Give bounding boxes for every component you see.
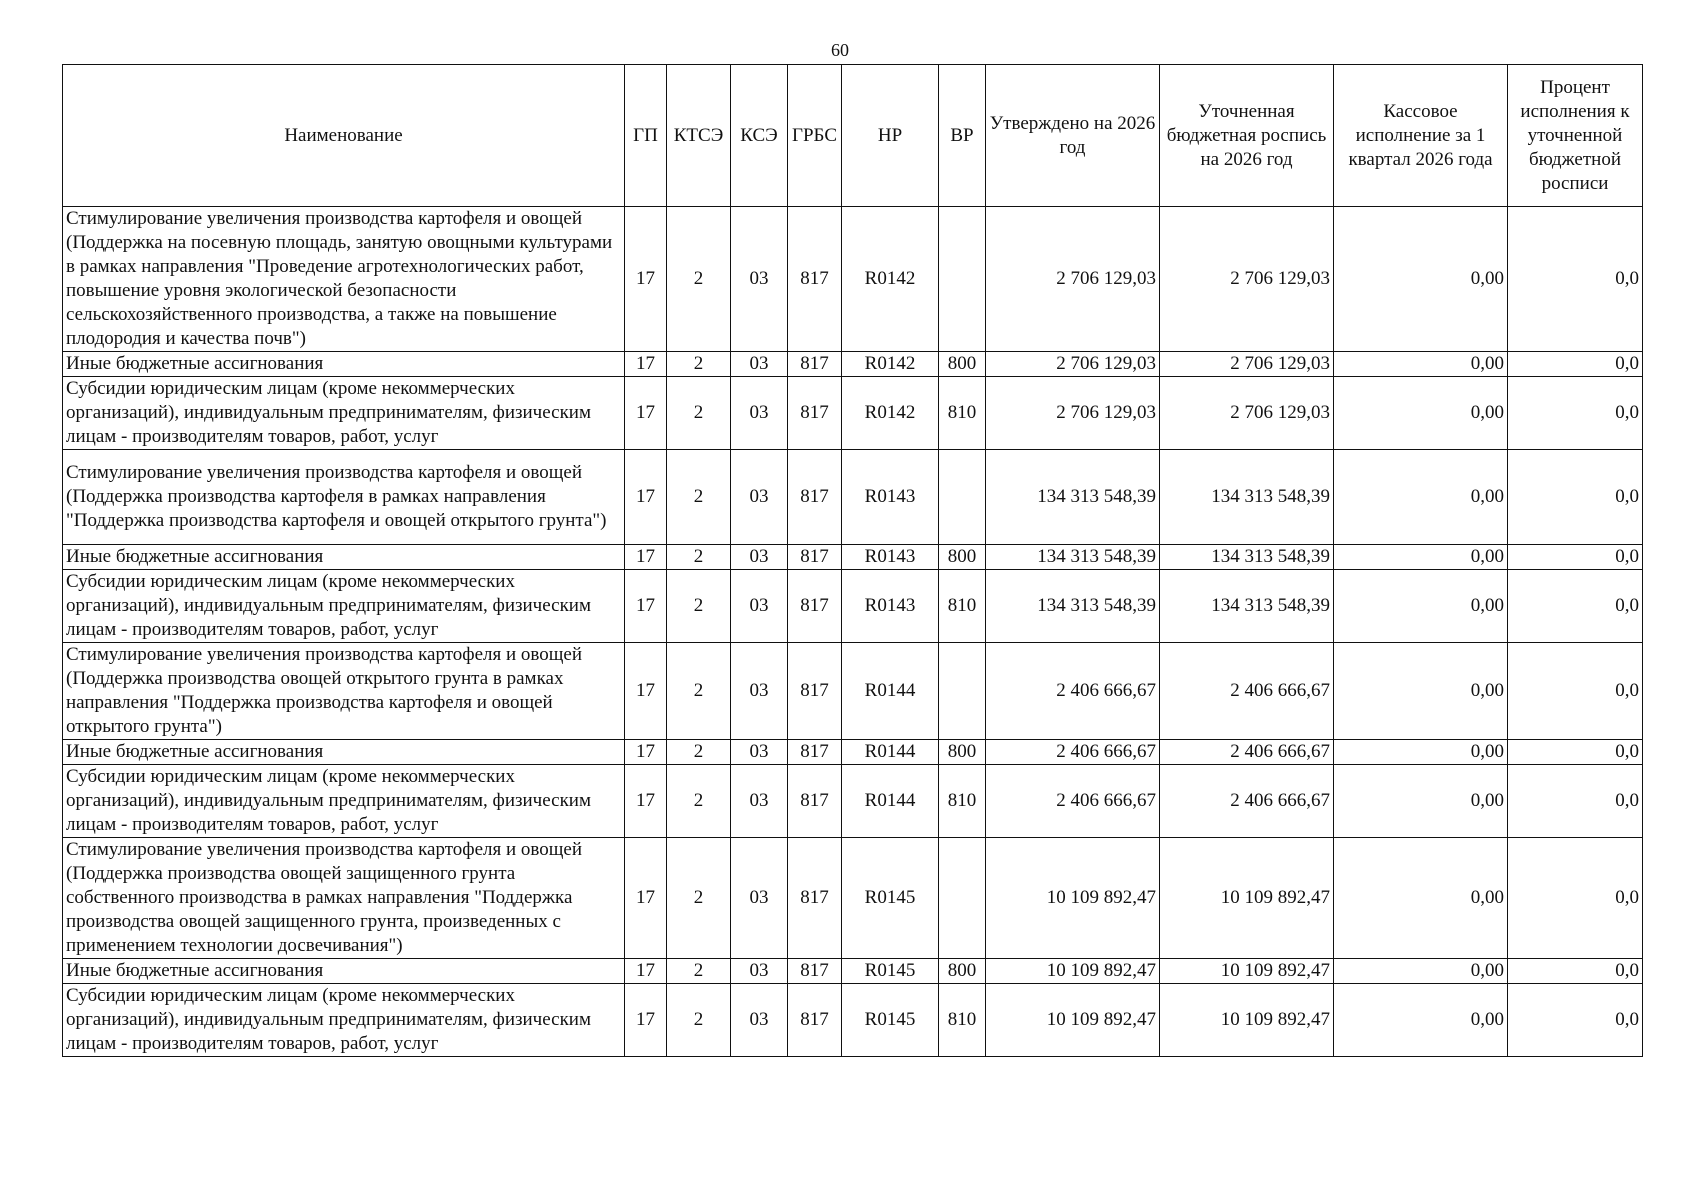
cell-grbs: 817: [788, 207, 842, 352]
header-grbs: ГРБС: [788, 65, 842, 207]
cell-approved: 2 406 666,67: [986, 765, 1160, 838]
cell-percent: 0,0: [1508, 207, 1643, 352]
cell-kse: 03: [731, 450, 788, 545]
cell-grbs: 817: [788, 740, 842, 765]
cell-percent: 0,0: [1508, 450, 1643, 545]
cell-vr: 810: [939, 984, 986, 1057]
table-row: [63, 450, 1643, 545]
cell-vr: [939, 450, 986, 545]
cell-vr: 810: [939, 377, 986, 450]
cell-grbs: 817: [788, 570, 842, 643]
cell-approved: 10 109 892,47: [986, 838, 1160, 959]
cell-vr: [939, 838, 986, 959]
cell-vr: 800: [939, 740, 986, 765]
cell-kse: 03: [731, 377, 788, 450]
cell-percent: 0,0: [1508, 765, 1643, 838]
cell-ktse: 2: [667, 450, 731, 545]
header-name: Наименование: [63, 65, 625, 207]
cell-approved: 2 706 129,03: [986, 377, 1160, 450]
cell-approved: 2 706 129,03: [986, 207, 1160, 352]
cell-approved: 2 706 129,03: [986, 352, 1160, 377]
cell-ktse: 2: [667, 984, 731, 1057]
cell-approved: 10 109 892,47: [986, 984, 1160, 1057]
cell-grbs: 817: [788, 838, 842, 959]
cell-nr: R0144: [842, 765, 939, 838]
cell-vr: 800: [939, 545, 986, 570]
page-number: 60: [831, 40, 849, 60]
table-row: [63, 740, 1643, 765]
cell-ktse: 2: [667, 207, 731, 352]
cell-gp: 17: [625, 959, 667, 984]
cell-kse: 03: [731, 984, 788, 1057]
cell-nr: R0145: [842, 838, 939, 959]
cell-ktse: 2: [667, 765, 731, 838]
cell-kse: 03: [731, 352, 788, 377]
cell-grbs: 817: [788, 765, 842, 838]
cell-percent: 0,0: [1508, 984, 1643, 1057]
cell-approved: 134 313 548,39: [986, 570, 1160, 643]
cell-name: Стимулирование увеличения производства картофеля и овощей (Поддержка производства овощей защищенного грунта собственного производства в рамках направления "Поддержка производства овощей защищенного грунта, произведенных с применением технологии досвечивания"): [63, 838, 625, 959]
cell-grbs: 817: [788, 352, 842, 377]
cell-cash: 0,00: [1334, 765, 1508, 838]
cell-ktse: 2: [667, 570, 731, 643]
cell-refined: 2 706 129,03: [1160, 352, 1334, 377]
cell-name: Субсидии юридическим лицам (кроме некоммерческих организаций), индивидуальным предпринимателям, физическим лицам - производителям товаров, работ, услуг: [63, 377, 625, 450]
cell-refined: 2 406 666,67: [1160, 740, 1334, 765]
cell-refined: 134 313 548,39: [1160, 570, 1334, 643]
header-nr: НР: [842, 65, 939, 207]
table-row: [63, 959, 1643, 984]
cell-refined: 10 109 892,47: [1160, 984, 1334, 1057]
header-gp: ГП: [625, 65, 667, 207]
cell-kse: 03: [731, 740, 788, 765]
cell-ktse: 2: [667, 377, 731, 450]
budget-table: [62, 64, 1643, 1057]
cell-cash: 0,00: [1334, 450, 1508, 545]
header-ktse: КТСЭ: [667, 65, 731, 207]
cell-cash: 0,00: [1334, 545, 1508, 570]
cell-name: Иные бюджетные ассигнования: [63, 959, 625, 984]
header-refined: Уточненная бюджетная роспись на 2026 год: [1160, 65, 1334, 207]
cell-percent: 0,0: [1508, 545, 1643, 570]
header-vr: ВР: [939, 65, 986, 207]
cell-kse: 03: [731, 643, 788, 740]
cell-percent: 0,0: [1508, 643, 1643, 740]
cell-refined: 2 406 666,67: [1160, 643, 1334, 740]
cell-nr: R0143: [842, 570, 939, 643]
cell-nr: R0142: [842, 207, 939, 352]
cell-kse: 03: [731, 545, 788, 570]
table-row: [63, 643, 1643, 740]
cell-refined: 134 313 548,39: [1160, 450, 1334, 545]
cell-grbs: 817: [788, 643, 842, 740]
cell-cash: 0,00: [1334, 643, 1508, 740]
cell-percent: 0,0: [1508, 570, 1643, 643]
cell-cash: 0,00: [1334, 352, 1508, 377]
cell-grbs: 817: [788, 959, 842, 984]
cell-nr: R0145: [842, 984, 939, 1057]
cell-name: Иные бюджетные ассигнования: [63, 545, 625, 570]
table-row: [63, 570, 1643, 643]
cell-name: Иные бюджетные ассигнования: [63, 740, 625, 765]
cell-vr: 800: [939, 959, 986, 984]
cell-name: Субсидии юридическим лицам (кроме некоммерческих организаций), индивидуальным предпринимателям, физическим лицам - производителям товаров, работ, услуг: [63, 765, 625, 838]
cell-name: Субсидии юридическим лицам (кроме некоммерческих организаций), индивидуальным предпринимателям, физическим лицам - производителям товаров, работ, услуг: [63, 984, 625, 1057]
cell-refined: 10 109 892,47: [1160, 959, 1334, 984]
table-row: [63, 545, 1643, 570]
cell-nr: R0142: [842, 352, 939, 377]
header-approved: Утверждено на 2026 год: [986, 65, 1160, 207]
cell-gp: 17: [625, 450, 667, 545]
cell-cash: 0,00: [1334, 984, 1508, 1057]
cell-approved: 10 109 892,47: [986, 959, 1160, 984]
cell-grbs: 817: [788, 450, 842, 545]
table-row: [63, 377, 1643, 450]
cell-cash: 0,00: [1334, 838, 1508, 959]
cell-name: Иные бюджетные ассигнования: [63, 352, 625, 377]
cell-refined: 2 706 129,03: [1160, 207, 1334, 352]
cell-ktse: 2: [667, 643, 731, 740]
cell-cash: 0,00: [1334, 377, 1508, 450]
cell-name: Стимулирование увеличения производства картофеля и овощей (Поддержка производства картофеля в рамках направления "Поддержка производства картофеля и овощей открытого грунта"): [63, 450, 625, 545]
cell-approved: 134 313 548,39: [986, 545, 1160, 570]
table-row: [63, 765, 1643, 838]
cell-kse: 03: [731, 838, 788, 959]
cell-gp: 17: [625, 570, 667, 643]
table-body: [63, 207, 1643, 1057]
cell-nr: R0143: [842, 450, 939, 545]
table-row: [63, 838, 1643, 959]
cell-grbs: 817: [788, 377, 842, 450]
cell-ktse: 2: [667, 838, 731, 959]
header-row: [63, 65, 1643, 207]
cell-refined: 10 109 892,47: [1160, 838, 1334, 959]
table-row: [63, 207, 1643, 352]
cell-kse: 03: [731, 765, 788, 838]
cell-nr: R0142: [842, 377, 939, 450]
cell-ktse: 2: [667, 740, 731, 765]
cell-vr: 810: [939, 570, 986, 643]
cell-nr: R0144: [842, 643, 939, 740]
cell-nr: R0145: [842, 959, 939, 984]
cell-kse: 03: [731, 207, 788, 352]
cell-name: Стимулирование увеличения производства картофеля и овощей (Поддержка на посевную площадь, занятую овощными культурами в рамках направления "Проведение агротехнологических работ, повышение уровня экологической безопасности сельскохозяйственного производства, а также на повышение плодородия и качества почв"): [63, 207, 625, 352]
cell-cash: 0,00: [1334, 740, 1508, 765]
cell-gp: 17: [625, 643, 667, 740]
cell-approved: 2 406 666,67: [986, 740, 1160, 765]
cell-percent: 0,0: [1508, 838, 1643, 959]
cell-percent: 0,0: [1508, 959, 1643, 984]
cell-percent: 0,0: [1508, 377, 1643, 450]
header-kse: КСЭ: [731, 65, 788, 207]
cell-nr: R0143: [842, 545, 939, 570]
cell-kse: 03: [731, 570, 788, 643]
cell-percent: 0,0: [1508, 740, 1643, 765]
cell-gp: 17: [625, 984, 667, 1057]
cell-refined: 2 706 129,03: [1160, 377, 1334, 450]
cell-ktse: 2: [667, 545, 731, 570]
cell-name: Стимулирование увеличения производства картофеля и овощей (Поддержка производства овощей открытого грунта в рамках направления "Поддержка производства картофеля и овощей открытого грунта"): [63, 643, 625, 740]
cell-vr: 800: [939, 352, 986, 377]
cell-percent: 0,0: [1508, 352, 1643, 377]
cell-gp: 17: [625, 352, 667, 377]
cell-ktse: 2: [667, 959, 731, 984]
header-percent: Процент исполнения к уточненной бюджетной росписи: [1508, 65, 1643, 207]
cell-cash: 0,00: [1334, 207, 1508, 352]
table-row: [63, 352, 1643, 377]
cell-vr: [939, 643, 986, 740]
cell-approved: 134 313 548,39: [986, 450, 1160, 545]
cell-ktse: 2: [667, 352, 731, 377]
cell-name: Субсидии юридическим лицам (кроме некоммерческих организаций), индивидуальным предпринимателям, физическим лицам - производителям товаров, работ, услуг: [63, 570, 625, 643]
header-cash: Кассовое исполнение за 1 квартал 2026 года: [1334, 65, 1508, 207]
cell-grbs: 817: [788, 545, 842, 570]
cell-gp: 17: [625, 740, 667, 765]
cell-refined: 2 406 666,67: [1160, 765, 1334, 838]
cell-gp: 17: [625, 838, 667, 959]
cell-refined: 134 313 548,39: [1160, 545, 1334, 570]
cell-nr: R0144: [842, 740, 939, 765]
cell-gp: 17: [625, 377, 667, 450]
cell-kse: 03: [731, 959, 788, 984]
cell-cash: 0,00: [1334, 570, 1508, 643]
cell-gp: 17: [625, 765, 667, 838]
cell-gp: 17: [625, 207, 667, 352]
table-row: [63, 984, 1643, 1057]
cell-vr: [939, 207, 986, 352]
cell-vr: 810: [939, 765, 986, 838]
cell-cash: 0,00: [1334, 959, 1508, 984]
cell-gp: 17: [625, 545, 667, 570]
cell-approved: 2 406 666,67: [986, 643, 1160, 740]
cell-grbs: 817: [788, 984, 842, 1057]
